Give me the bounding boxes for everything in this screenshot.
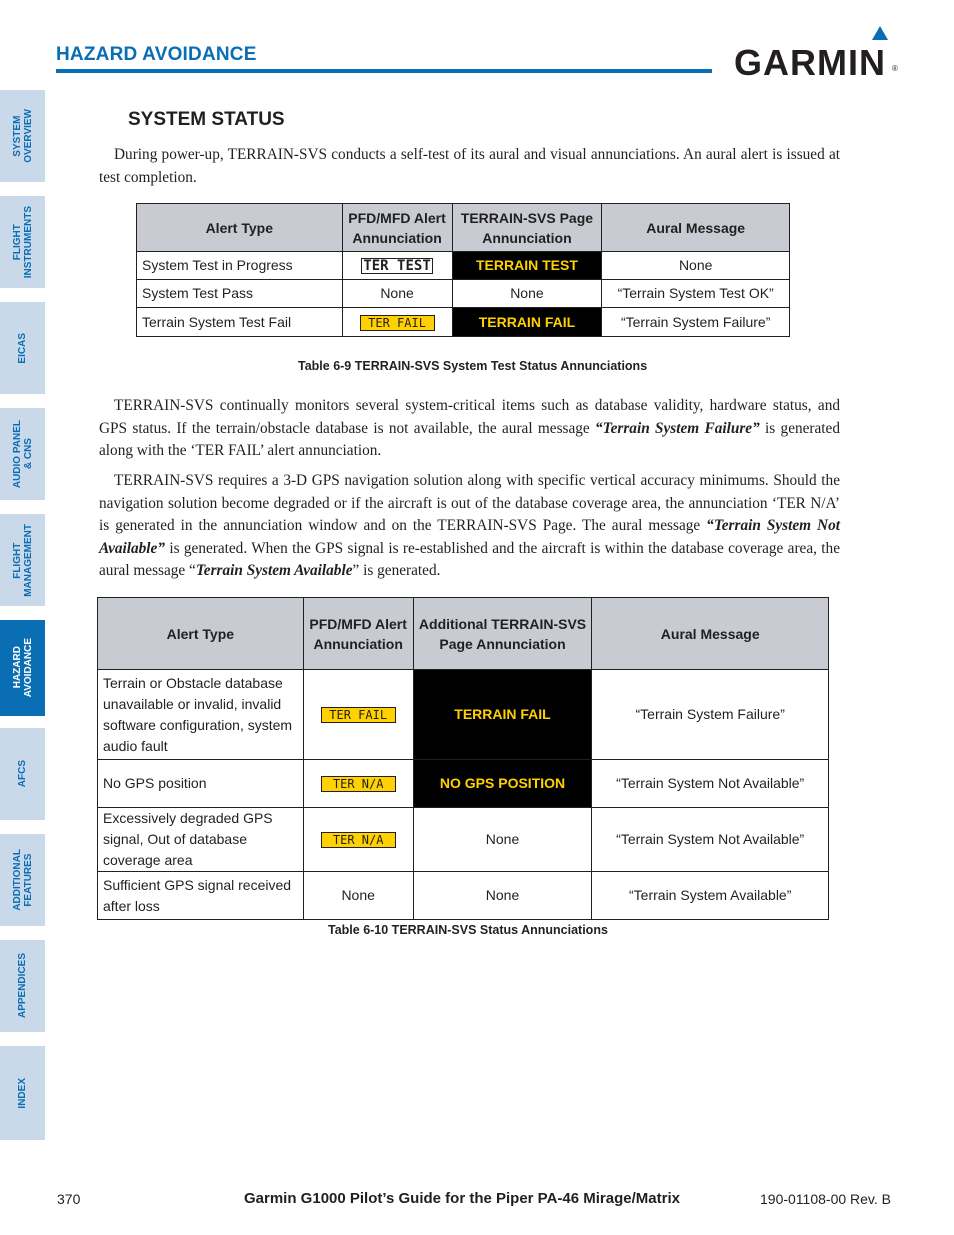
page-annunciation-cell: NO GPS POSITION	[413, 760, 592, 808]
page-annunciation-cell: TERRAIN FAIL	[413, 670, 592, 760]
column-header: Alert Type	[137, 204, 343, 252]
table-row	[98, 808, 829, 872]
aural-message-cell: “Terrain System Not Available”	[592, 808, 829, 872]
table-row	[98, 670, 829, 760]
page-annunciation-cell: None	[413, 808, 592, 872]
tab-afcs[interactable]: AFCS	[0, 728, 45, 820]
page-annunciation-cell: TERRAIN FAIL	[452, 308, 602, 337]
alert-type-cell: Excessively degraded GPS signal, Out of database coverage area	[98, 808, 304, 872]
garmin-triangle-icon	[872, 26, 888, 40]
table-row	[98, 872, 829, 920]
ter-test-annunciation: TER TEST	[361, 258, 433, 274]
page-number: 370	[57, 1191, 81, 1207]
aural-message-cell: “Terrain System Not Available”	[592, 760, 829, 808]
tab-appendices[interactable]: APPENDICES	[0, 940, 45, 1032]
column-header: Aural Message	[602, 204, 790, 252]
ter-fail-annunciation: TER FAIL	[360, 315, 435, 331]
annunciation-cell: None	[342, 280, 452, 308]
annunciation-cell	[342, 308, 452, 337]
column-header: TERRAIN-SVS Page Annunciation	[452, 204, 602, 252]
tab-flight-instruments[interactable]: FLIGHT INSTRUMENTS	[0, 196, 45, 288]
table-caption: Table 6-10 TERRAIN-SVS Status Annunciations	[328, 923, 608, 937]
alert-type-cell: Sufficient GPS signal received after loss	[98, 872, 304, 920]
page-annunciation-cell: None	[452, 280, 602, 308]
alert-type-cell: No GPS position	[98, 760, 304, 808]
tab-hazard-avoidance[interactable]: HAZARD AVOIDANCE	[0, 620, 45, 716]
column-header: Aural Message	[592, 598, 829, 670]
column-header: PFD/MFD Alert Annunciation	[303, 598, 413, 670]
alert-type-cell: System Test in Progress	[137, 252, 343, 280]
tab-index[interactable]: INDEX	[0, 1046, 45, 1140]
annunciation-cell	[303, 760, 413, 808]
aural-message-cell: “Terrain System Failure”	[602, 308, 790, 337]
intro-paragraph: During power-up, TERRAIN-SVS conducts a self-test of its aural and visual annunciations. An aural alert is issued at test completion.	[99, 146, 840, 186]
ter-na-annunciation: TER N/A	[321, 832, 396, 848]
tab-system-overview[interactable]: SYSTEM OVERVIEW	[0, 90, 45, 182]
monitoring-paragraph: TERRAIN-SVS continually monitors several system-critical items such as database validity, hardware status, and GPS status. If the terrain/obstacle database is not available, the aural message “Terrain System Failure” is generated along with the ‘TER FAIL’ alert annunciation.	[99, 397, 840, 459]
aural-message-cell: “Terrain System Available”	[592, 872, 829, 920]
section-title: SYSTEM STATUS	[128, 109, 285, 130]
annunciation-cell	[303, 670, 413, 760]
table-row	[137, 252, 790, 280]
annunciation-cell	[342, 252, 452, 280]
garmin-logo	[734, 26, 900, 83]
gps-requirement-paragraph: TERRAIN-SVS requires a 3-D GPS navigation solution along with specific vertical accuracy minimums. Should the navigation solution become degraded or if the aircraft is out of the database coverage area, the annunciation ‘TER N/A’ is generated in the annunciation window and on the TERRAIN-SVS Page. The aural message “Terrain System Not Available” is generated. When the GPS signal is re-established and the aircraft is within the database coverage area, the aural message “Terrain System Available” is generated.	[99, 472, 840, 579]
alert-type-cell: Terrain System Test Fail	[137, 308, 343, 337]
aural-message-cell: None	[602, 252, 790, 280]
document-number: 190-01108-00 Rev. B	[760, 1191, 892, 1207]
header-rule	[56, 69, 712, 73]
tab-eicas[interactable]: EICAS	[0, 302, 45, 394]
tab-additional-features[interactable]: ADDITIONAL FEATURES	[0, 834, 45, 926]
alert-type-cell: System Test Pass	[137, 280, 343, 308]
section-header: HAZARD AVOIDANCE	[56, 44, 257, 65]
table-caption: Table 6-9 TERRAIN-SVS System Test Status Annunciations	[298, 359, 648, 373]
status-annunciation-table	[97, 597, 829, 920]
page-annunciation-cell: TERRAIN TEST	[452, 252, 602, 280]
ter-na-annunciation: TER N/A	[321, 776, 396, 792]
column-header: PFD/MFD Alert Annunciation	[342, 204, 452, 252]
registered-mark: ®	[892, 64, 898, 73]
alert-type-cell: Terrain or Obstacle database unavailable or invalid, invalid software configuration, system audio fault	[98, 670, 304, 760]
page-annunciation-cell: None	[413, 872, 592, 920]
annunciation-cell	[303, 808, 413, 872]
footer-title: Garmin G1000 Pilot’s Guide for the Piper PA-46 Mirage/Matrix	[244, 1190, 680, 1207]
tab-audio-panel-cns[interactable]: AUDIO PANEL & CNS	[0, 408, 45, 500]
system-test-table	[136, 203, 790, 337]
table-row	[137, 308, 790, 337]
table-row	[98, 760, 829, 808]
column-header: Additional TERRAIN-SVS Page Annunciation	[413, 598, 592, 670]
column-header: Alert Type	[98, 598, 304, 670]
aural-message-cell: “Terrain System Failure”	[592, 670, 829, 760]
annunciation-cell: None	[303, 872, 413, 920]
aural-message-cell: “Terrain System Test OK”	[602, 280, 790, 308]
ter-fail-annunciation: TER FAIL	[321, 707, 396, 723]
table-row	[137, 280, 790, 308]
tab-flight-management[interactable]: FLIGHT MANAGEMENT	[0, 514, 45, 606]
garmin-wordmark: GARMIN	[734, 42, 886, 83]
